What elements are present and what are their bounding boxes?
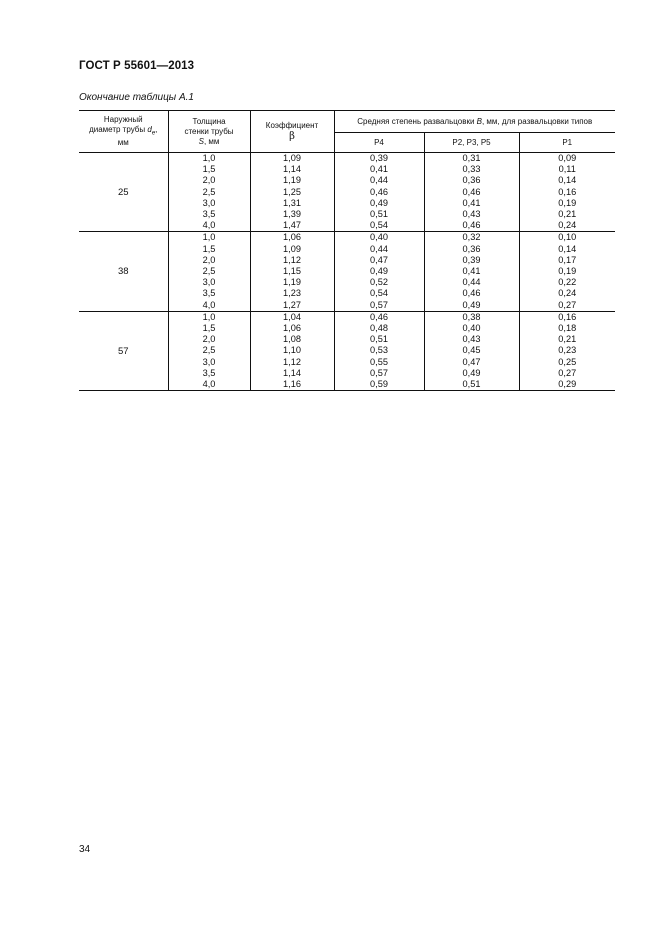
p2-p3-p5-values [424,311,519,390]
table-cell: 0,44 [370,243,388,254]
outer-diameter-cell: 57 [79,311,168,390]
table-cell: 0,46 [462,220,481,231]
table-cell: 0,49 [462,299,481,310]
table-cell: 1,27 [283,299,301,310]
table-cell: 1,12 [283,254,301,265]
beta-values [250,311,334,390]
table-cell: 0,55 [370,356,388,367]
table-cell: 0,27 [558,367,577,378]
table-cell: 1,0 [202,311,216,322]
table-cell: 1,5 [202,323,216,334]
table-cell: 3,5 [202,367,216,378]
table-cell: 0,19 [558,266,577,277]
table-cell: 3,0 [202,356,216,367]
thickness-values [168,153,250,232]
table-cell: 0,44 [462,277,481,288]
table-cell: 0,14 [558,175,577,186]
thickness-values [168,232,250,311]
table-cell: 1,15 [283,266,301,277]
table-cell: 2,0 [202,254,216,265]
table-cell: 1,23 [283,288,301,299]
thickness-values [168,311,250,390]
table-cell: 0,21 [558,209,577,220]
table-cell: 0,44 [370,175,388,186]
table-cell: 1,0 [202,232,216,243]
table-cell: 1,16 [283,379,301,390]
table-cell: 1,06 [283,232,301,243]
table-cell: 0,49 [462,367,481,378]
table-cell: 0,40 [462,323,481,334]
table-cell: 2,5 [202,345,216,356]
table-caption: Окончание таблицы А.1 [79,92,194,103]
table-cell: 1,31 [283,197,301,208]
table-cell: 0,29 [558,379,577,390]
table-cell: 0,24 [558,288,577,299]
table-cell: 1,39 [283,209,301,220]
table-cell: 0,43 [462,334,481,345]
table-cell: 1,09 [283,153,301,163]
p1-values [519,232,615,311]
beta-values [250,232,334,311]
table-cell: 0,49 [370,266,388,277]
table-cell: 2,5 [202,186,216,197]
table-cell: 0,14 [558,243,577,254]
table-cell: 1,12 [283,356,301,367]
table-cell: 0,54 [370,288,388,299]
table-cell: 0,38 [462,311,481,322]
table-cell: 0,18 [558,323,577,334]
table-cell: 0,32 [462,232,481,243]
table-cell: 0,22 [558,277,577,288]
table-cell: 1,04 [283,311,301,322]
header-p4: Р4 [334,133,424,153]
table-cell: 0,48 [370,323,388,334]
table-cell: 0,51 [370,334,388,345]
table-cell: 0,40 [370,232,388,243]
table-cell: 1,10 [283,345,301,356]
table-cell: 0,19 [558,197,577,208]
p4-values [334,311,424,390]
table-cell: 2,0 [202,334,216,345]
table-cell: 0,33 [462,164,481,175]
p2-p3-p5-values [424,153,519,232]
outer-diameter-cell: 25 [79,153,168,232]
table-cell: 1,0 [202,153,216,163]
table-cell: 0,49 [370,197,388,208]
table-cell: 1,14 [283,367,301,378]
table-cell: 0,41 [462,266,481,277]
table-cell: 1,19 [283,277,301,288]
table-cell: 0,51 [370,209,388,220]
table-cell: 1,5 [202,164,216,175]
table-cell: 0,21 [558,334,577,345]
table-cell: 0,10 [558,232,577,243]
table-cell: 0,46 [462,186,481,197]
table-cell: 1,08 [283,334,301,345]
table-cell: 0,59 [370,379,388,390]
table-cell: 0,54 [370,220,388,231]
p1-values [519,311,615,390]
table-cell: 4,0 [202,299,216,310]
table-cell: 0,41 [462,197,481,208]
table-cell: 0,41 [370,164,388,175]
table-cell: 0,45 [462,345,481,356]
p2-p3-p5-values [424,232,519,311]
header-flare-group: Средняя степень развальцовки B, мм, для развальцовки типов [334,111,615,133]
table-cell: 0,24 [558,220,577,231]
data-table [79,110,615,391]
table-cell: 2,5 [202,266,216,277]
table-cell: 0,16 [558,186,577,197]
table-cell: 0,53 [370,345,388,356]
table-row-group [79,153,615,232]
table-cell: 0,47 [370,254,388,265]
table-cell: 3,5 [202,209,216,220]
table-cell: 1,47 [283,220,301,231]
table-cell: 0,46 [462,288,481,299]
table-cell: 1,19 [283,175,301,186]
table-cell: 1,09 [283,243,301,254]
table-cell: 0,11 [558,164,576,175]
table-cell: 4,0 [202,220,216,231]
table-cell: 0,57 [370,299,388,310]
table-cell: 0,16 [558,311,577,322]
header-outer-diameter: Наружный диаметр трубы $d_e$, мм [79,111,168,153]
table-cell: 0,36 [462,175,481,186]
table-cell: 0,23 [558,345,577,356]
table-row-group [79,311,615,390]
table-cell: 0,46 [370,186,388,197]
table-cell: 0,57 [370,367,388,378]
table-cell: 1,25 [283,186,301,197]
page-number: 34 [79,844,91,855]
table-cell: 0,27 [558,299,577,310]
table-cell: 0,47 [462,356,481,367]
table-cell: 0,39 [370,153,388,163]
beta-symbol: β [289,131,295,142]
table-cell: 0,52 [370,277,388,288]
table-cell: 0,09 [558,153,577,163]
beta-values [250,153,334,232]
header-wall-thickness: Толщина стенки трубы S, мм [168,111,250,153]
table-cell: 0,46 [370,311,388,322]
document-title: ГОСТ Р 55601—2013 [79,60,195,72]
header-coefficient: Коэффициент β [250,111,334,153]
outer-diameter-cell: 38 [79,232,168,311]
table-cell: 0,25 [558,356,577,367]
table-cell: 4,0 [202,379,216,390]
table-cell: 0,39 [462,254,481,265]
table-cell: 3,0 [202,277,216,288]
table-cell: 1,5 [202,243,216,254]
table-cell: 0,31 [462,153,481,163]
p1-values [519,153,615,232]
table-row-group [79,232,615,311]
table-cell: 0,36 [462,243,481,254]
table-cell: 1,14 [283,164,301,175]
header-p2-p3-p5: Р2, Р3, Р5 [424,133,519,153]
table-cell: 3,0 [202,197,216,208]
table-cell: 1,06 [283,323,301,334]
header-p1: Р1 [519,133,615,153]
p4-values [334,232,424,311]
p4-values [334,153,424,232]
table-cell: 3,5 [202,288,216,299]
table-cell: 0,17 [558,254,577,265]
table-cell: 2,0 [202,175,216,186]
table-cell: 0,43 [462,209,481,220]
table-cell: 0,51 [462,379,481,390]
